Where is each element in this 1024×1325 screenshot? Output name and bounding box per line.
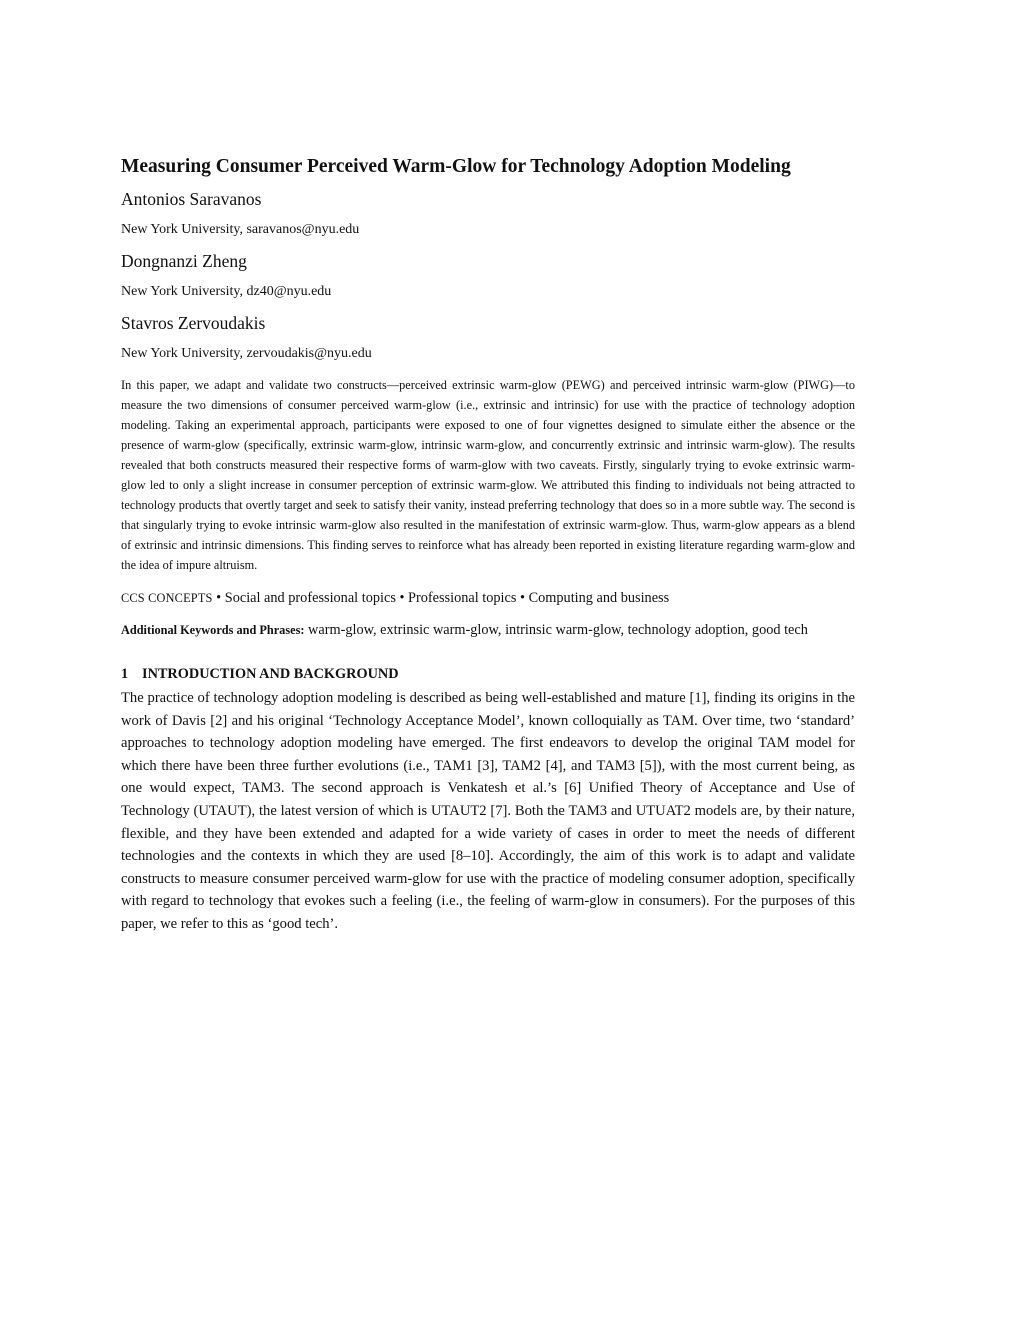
author-affiliation: New York University, dz40@nyu.edu	[121, 284, 332, 299]
author-name: Antonios Saravanos	[121, 189, 262, 209]
ccs-concepts	[121, 587, 855, 609]
paper-content	[121, 153, 855, 936]
author-block-3	[121, 309, 855, 365]
author-block-2	[121, 247, 855, 303]
introduction-paragraph: The practice of technology adoption modeling is described as being well-established and mature [1], finding its origins in the work of Davis [2] and his original ‘Technology Acceptance Model’, known colloquially as TAM. Over time, two ‘standard’ approaches to technology adoption modeling have emerged. The first endeavors to develop the original TAM model for which there have been three further evolutions (i.e., TAM1 [3], TAM2 [4], and TAM3 [5]), with the most current being, as one would expect, TAM3. The second approach is Venkatesh et al.’s [6] Unified Theory of Acceptance and Use of Technology (UTAUT), the latest version of which is UTAUT2 [7]. Both the TAM3 and UTUAT2 models are, by their nature, flexible, and they have been extended and adapted for a wide variety of cases in order to meet the needs of different technologies and the contexts in which they are used [8–10]. Accordingly, the aim of this work is to adapt and validate constructs to measure consumer perceived warm-glow for use with the practice of modeling consumer adoption, specifically with regard to technology that evokes such a feeling (i.e., the feeling of warm-glow in consumers). For the purposes of this paper, we refer to this as ‘good tech’.	[121, 690, 855, 932]
paper-title: Measuring Consumer Perceived Warm-Glow for Technology Adoption Modeling	[121, 156, 791, 177]
author-block-1	[121, 185, 855, 241]
section-number: 1	[121, 666, 129, 682]
keywords-label: Additional Keywords and Phrases:	[121, 623, 305, 637]
section-title: INTRODUCTION AND BACKGROUND	[142, 666, 399, 682]
keywords-text: warm-glow, extrinsic warm-glow, intrinsic warm-glow, technology adoption, good tech	[304, 622, 808, 638]
section-heading	[121, 663, 855, 685]
abstract: In this paper, we adapt and validate two constructs—perceived extrinsic warm-glow (PEWG) and perceived intrinsic warm-glow (PIWG)—to measure the two dimensions of consumer perceived warm-glow (i.e., extrinsic and intrinsic) for use with the practice of technology adoption modeling. Taking an experimental approach, participants were exposed to one of four vignettes designed to simulate either the absence or the presence of warm-glow (specifically, extrinsic warm-glow, intrinsic warm-glow, and concurrently extrinsic and intrinsic warm-glow). The results revealed that both constructs measured their respective forms of warm-glow with two caveats. Firstly, singularly trying to evoke extrinsic warm-glow led to only a slight increase in consumer perception of extrinsic warm-glow. We attributed this finding to individuals not being attracted to technology products that overtly target and seek to satisfy their vanity, instead preferring technology that does so in a more subtle way. The second is that singularly trying to evoke intrinsic warm-glow also resulted in the manifestation of extrinsic warm-glow. Thus, warm-glow appears as a blend of extrinsic and intrinsic dimensions. This finding serves to reinforce what has already been reported in existing literature regarding warm-glow and the idea of impure altruism.	[121, 378, 855, 572]
author-name: Dongnanzi Zheng	[121, 251, 247, 271]
additional-keywords	[121, 619, 855, 641]
author-name: Stavros Zervoudakis	[121, 313, 266, 333]
ccs-concepts-text: • Social and professional topics • Professional topics • Computing and business	[212, 590, 670, 606]
author-affiliation: New York University, zervoudakis@nyu.edu	[121, 346, 372, 361]
ccs-concepts-label: CCS CONCEPTS	[121, 591, 213, 605]
author-affiliation: New York University, saravanos@nyu.edu	[121, 222, 360, 237]
